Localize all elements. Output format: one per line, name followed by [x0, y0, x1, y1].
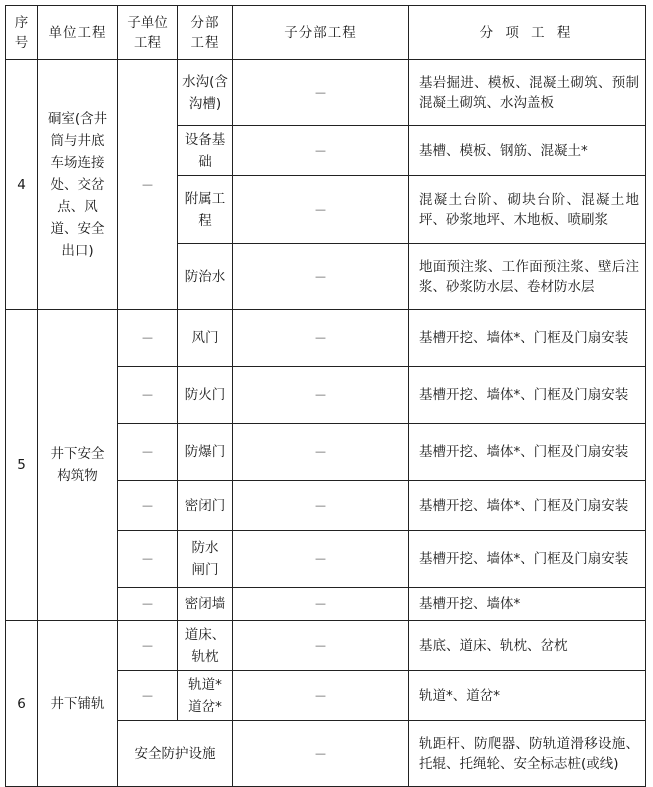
division-cell: 轨道*道岔* — [178, 671, 233, 721]
header-subdivision: 子分部工程 — [233, 6, 409, 60]
items-cell: 轨距杆、防爬器、防轨道滑移设施、托辊、托绳轮、安全标志桩(或线) — [409, 721, 646, 787]
items-cell: 混凝土台阶、砌块台阶、混凝土地坪、砂浆地坪、木地板、喷刷浆 — [409, 176, 646, 244]
division-cell: 防爆门 — [178, 424, 233, 481]
work-division-table — [5, 5, 646, 787]
unit-cell: 井下安全构筑物 — [38, 310, 118, 621]
division-cell: 道床、轨枕 — [178, 621, 233, 671]
division-cell: 密闭门 — [178, 481, 233, 531]
division-cell: 风门 — [178, 310, 233, 367]
items-cell: 基岩掘进、模板、混凝土砌筑、预制混凝土砌筑、水沟盖板 — [409, 60, 646, 126]
subunit-cell: — — [118, 671, 178, 721]
subdivision-cell: — — [233, 310, 409, 367]
subunit-cell: — — [118, 621, 178, 671]
subunit-cell: — — [118, 531, 178, 588]
division-cell: 附属工程 — [178, 176, 233, 244]
items-cell: 基槽开挖、墙体*、门框及门扇安装 — [409, 424, 646, 481]
items-cell: 基槽开挖、墙体* — [409, 588, 646, 621]
subunit-cell: — — [118, 481, 178, 531]
header-items: 分 项 工 程 — [409, 6, 646, 60]
division-cell: 防治水 — [178, 244, 233, 310]
subdivision-cell: — — [233, 588, 409, 621]
subunit-cell: — — [118, 310, 178, 367]
subdivision-cell: — — [233, 176, 409, 244]
division-cell: 水沟(含沟槽) — [178, 60, 233, 126]
items-cell: 地面预注浆、工作面预注浆、壁后注浆、砂浆防水层、卷材防水层 — [409, 244, 646, 310]
subdivision-cell: — — [233, 367, 409, 424]
division-cell: 防火门 — [178, 367, 233, 424]
header-subunit: 子单位工程 — [118, 6, 178, 60]
subdivision-cell: — — [233, 60, 409, 126]
row-number: 5 — [6, 310, 38, 621]
division-cell: 密闭墙 — [178, 588, 233, 621]
subunit-cell: — — [118, 588, 178, 621]
header-unit: 单位工程 — [38, 6, 118, 60]
subunit-cell: — — [118, 367, 178, 424]
table-row — [6, 621, 646, 671]
items-cell: 轨道*、道岔* — [409, 671, 646, 721]
subdivision-cell: — — [233, 244, 409, 310]
subunit-cell: — — [118, 60, 178, 310]
subdivision-cell: — — [233, 424, 409, 481]
unit-cell: 井下铺轨 — [38, 621, 118, 787]
table-row — [6, 60, 646, 126]
header-row — [6, 6, 646, 60]
header-division: 分部工程 — [178, 6, 233, 60]
header-no: 序号 — [6, 6, 38, 60]
subdivision-cell: — — [233, 721, 409, 787]
division-cell: 防水闸门 — [178, 531, 233, 588]
subunit-division-cell: 安全防护设施 — [118, 721, 233, 787]
subdivision-cell: — — [233, 621, 409, 671]
subunit-cell: — — [118, 424, 178, 481]
unit-cell: 硐室(含井筒与井底车场连接处、交岔点、风道、安全出口) — [38, 60, 118, 310]
division-cell: 设备基础 — [178, 126, 233, 176]
items-cell: 基槽开挖、墙体*、门框及门扇安装 — [409, 367, 646, 424]
subdivision-cell: — — [233, 671, 409, 721]
items-cell: 基槽开挖、墙体*、门框及门扇安装 — [409, 310, 646, 367]
items-cell: 基槽开挖、墙体*、门框及门扇安装 — [409, 531, 646, 588]
table-row — [6, 310, 646, 367]
items-cell: 基槽、模板、钢筋、混凝土* — [409, 126, 646, 176]
subdivision-cell: — — [233, 531, 409, 588]
row-number: 4 — [6, 60, 38, 310]
subdivision-cell: — — [233, 126, 409, 176]
row-number: 6 — [6, 621, 38, 787]
items-cell: 基底、道床、轨枕、岔枕 — [409, 621, 646, 671]
items-cell: 基槽开挖、墙体*、门框及门扇安装 — [409, 481, 646, 531]
subdivision-cell: — — [233, 481, 409, 531]
